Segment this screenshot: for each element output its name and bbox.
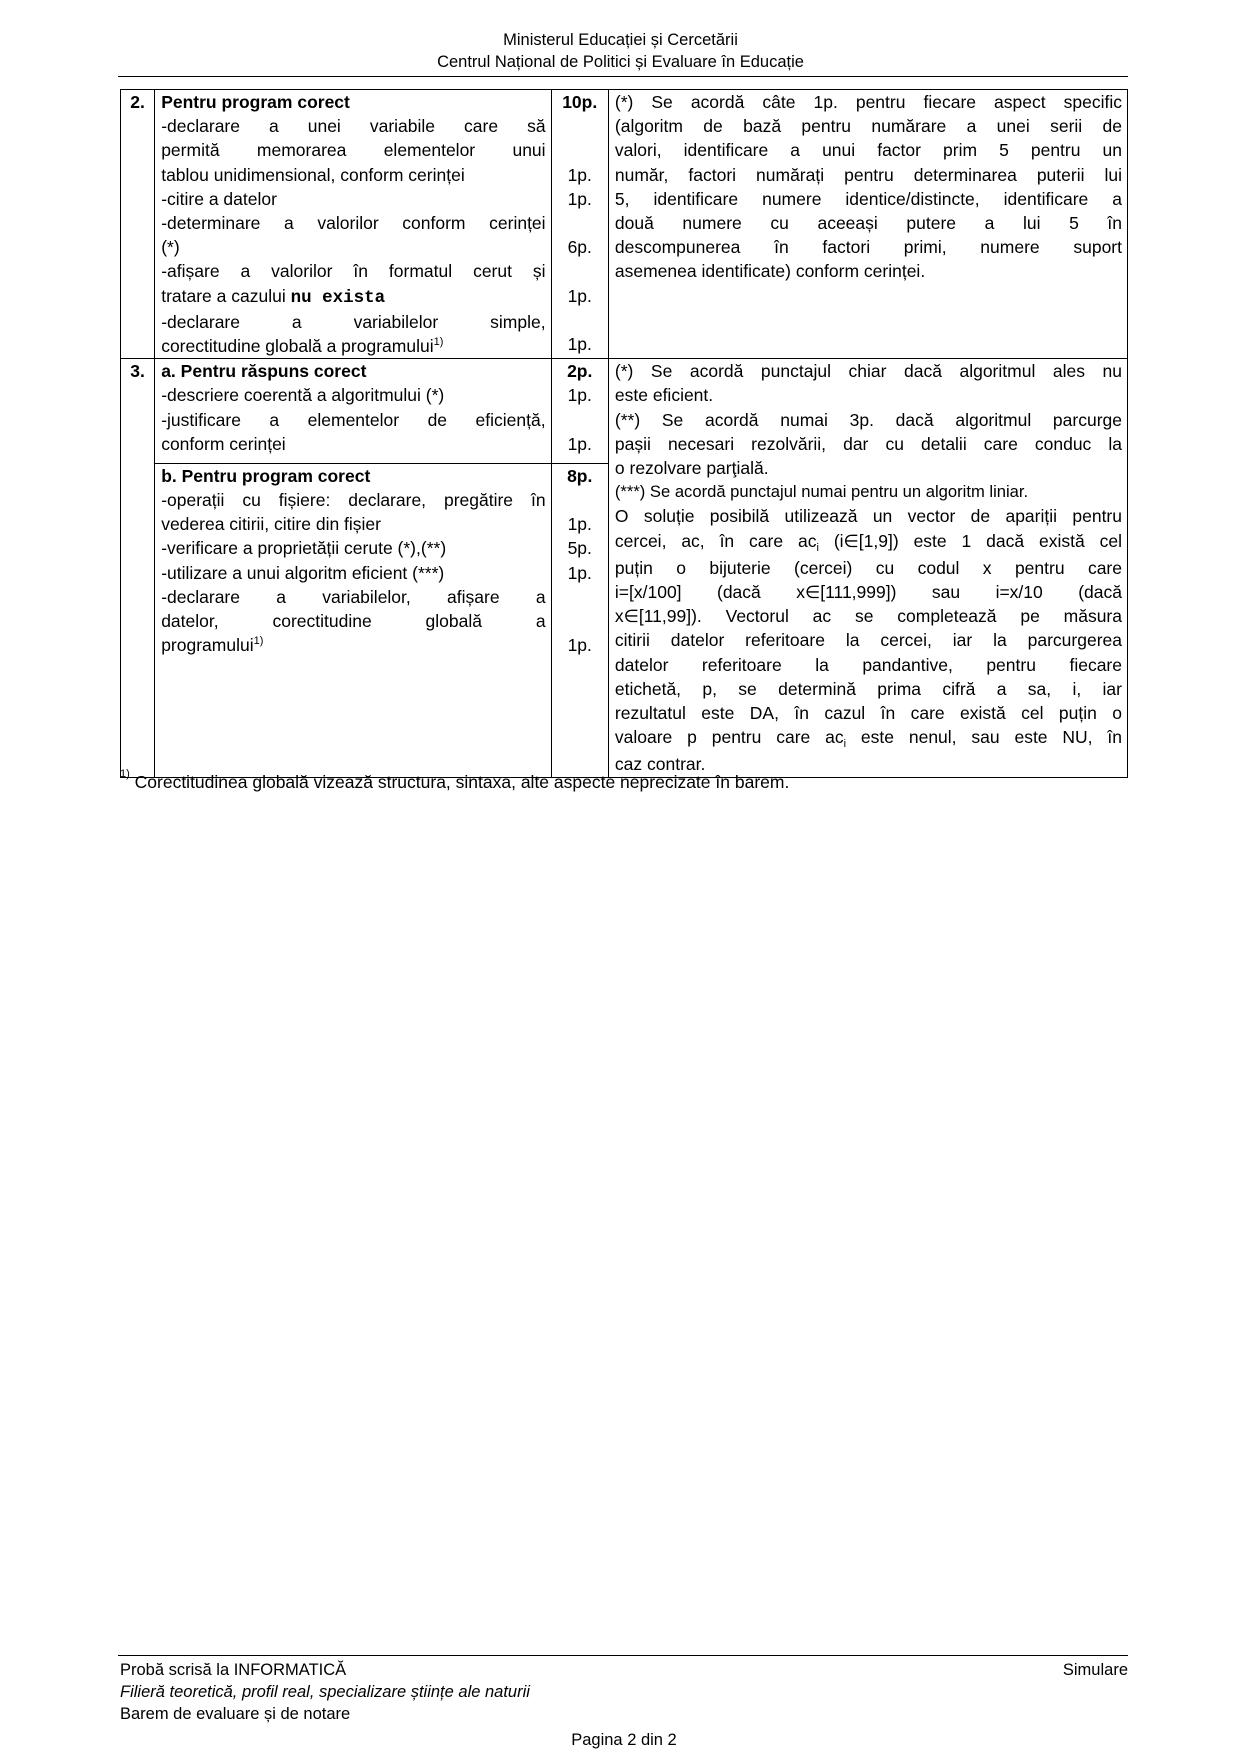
footnote: [120, 768, 790, 793]
criteria-line: -citire a datelor: [161, 188, 277, 209]
criteria-text: programului: [161, 635, 254, 656]
criteria-line: -verificare a proprietății cerute (*),(**): [161, 538, 447, 559]
footer-doc-type: Barem de evaluare și de notare: [120, 1705, 351, 1723]
obs-line: O soluție posibilă utilizează un vector de apariții pentru: [614, 506, 1122, 527]
criteria-text: corectitudine globală a programului: [161, 336, 434, 357]
points-cell: [551, 90, 608, 359]
obs-line: rezultatul este DA, în cazul în care există cel puțin o: [614, 703, 1122, 724]
criteria-line: -descriere coerentă a algoritmului (*): [161, 385, 445, 406]
obs-line: [615, 725, 1122, 752]
criteria-text: tratare a cazului: [161, 285, 291, 306]
obs-line: o rezolvare parţială.: [614, 458, 769, 479]
table-row: [121, 359, 1128, 463]
criteria-line: permită memorarea elementelor unui: [161, 140, 546, 161]
code-text: nu exista: [290, 287, 386, 308]
criteria-line: -declarare a variabilelor simple,: [161, 311, 546, 332]
obs-line: (***) Se acordă punctajul numai pentru un algoritm liniar.: [614, 482, 1029, 502]
obs-line: (algoritm de bază pentru numărare a unei serii de: [614, 116, 1122, 137]
criteria-line: -declarare a unei variabile care să: [161, 116, 546, 137]
barem-table: [120, 89, 1128, 778]
points-value: 1p.: [567, 514, 592, 535]
header-center: Centrul Național de Politici și Evaluare în Educație: [437, 53, 804, 71]
footnote-ref: 1): [253, 635, 264, 648]
footnote-ref: 1): [433, 336, 444, 349]
obs-line: i=[x/100] (dacă x∈[111,999]) sau i=x/10 (dacă: [614, 582, 1122, 603]
obs-line: (*) Se acordă câte 1p. pentru fiecare aspect specific: [614, 92, 1122, 112]
criteria-cell: [155, 359, 551, 463]
points-cell: [551, 359, 608, 463]
obs-line: descompunerea în factori primi, numere suport: [614, 237, 1122, 258]
obs-line: x∈[11,99]). Vectorul ac se completează pe măsura: [614, 606, 1122, 627]
obs-line: este eficient.: [614, 385, 714, 406]
table-row: [121, 90, 1128, 359]
points-value: 1p.: [567, 285, 592, 306]
criteria-line: -justificare a elementelor de eficiență,: [161, 409, 546, 430]
obs-line: datelor referitoare la pandantive, pentru fiecare: [614, 654, 1122, 675]
obs-line: etichetă, p, se determină prima cifră a sa, i, iar: [614, 678, 1122, 699]
criteria-cell: [155, 463, 551, 777]
obs-line: citirii datelor referitoare la cercei, iar la parcurgerea: [614, 630, 1122, 651]
footer-track: Filieră teoretică, profil real, specializare științe ale naturii: [120, 1683, 530, 1701]
footer-rule: [118, 1655, 1128, 1656]
criteria-line: -operații cu fișiere: declarare, pregătire în: [161, 489, 546, 510]
criteria-line: [161, 633, 545, 657]
criteria-line: -afișare a valorilor în formatul cerut și: [161, 261, 546, 282]
points-total: 10p.: [562, 92, 598, 112]
points-value: 6p.: [567, 237, 592, 258]
criteria-title: Pentru program corect: [161, 92, 350, 112]
points-value: 1p.: [567, 635, 592, 656]
header-rule: [118, 76, 1128, 77]
points-value: 1p.: [567, 385, 592, 406]
obs-line: valori, identificare a unui factor prim 5 pentru un: [614, 140, 1122, 161]
criteria-line: -declarare a variabilelor, afișare a: [161, 586, 546, 607]
obs-line: caz contrar.: [614, 754, 706, 775]
obs-line: asemenea identificate) conform cerinței.: [614, 261, 926, 282]
criteria-line: [161, 334, 545, 358]
points-value: 1p.: [567, 188, 592, 209]
criteria-cell: [155, 90, 551, 359]
points-value: 1p.: [567, 562, 592, 583]
page-number: Pagina 2 din 2: [571, 1731, 677, 1749]
obs-line: două numere cu aceeași putere a lui 5 în: [614, 213, 1122, 234]
subscript: i: [816, 541, 819, 554]
criteria-title: a. Pentru răspuns corect: [161, 361, 367, 382]
obs-line: pașii necesari rezolvării, dar cu detalii care conduc la: [614, 433, 1122, 454]
obs-text: cercei, ac, în care ac: [614, 530, 817, 551]
criteria-line: (*): [161, 237, 180, 258]
obs-text: este nenul, sau este NU, în: [846, 727, 1122, 748]
obs-line: număr, factori numărați pentru determinarea puterii lui: [614, 164, 1122, 185]
obs-line: 5, identificare numere identice/distincte, identificare a: [614, 188, 1122, 209]
observations-cell: [608, 359, 1127, 777]
obs-line: puțin o bijuterie (cercei) cu codul x pentru care: [614, 557, 1122, 578]
points-cell: [551, 463, 608, 777]
footer-session: Simulare: [1062, 1661, 1128, 1679]
observations-cell: [608, 90, 1127, 359]
obs-text: (i∈[1,9]) este 1 dacă există cel: [818, 530, 1122, 551]
criteria-line: conform cerinței: [161, 433, 286, 454]
points-total: 8p.: [567, 465, 593, 486]
points-value: 1p.: [567, 433, 592, 454]
obs-text: valoare p pentru care ac: [614, 727, 844, 748]
criteria-line: -utilizare a unui algoritm eficient (***): [161, 562, 445, 583]
criteria-title: b. Pentru program corect: [161, 465, 371, 486]
criteria-line: -determinare a valorilor conform cerinței: [161, 213, 546, 234]
criteria-line: tablou unidimensional, conform cerinței: [161, 164, 465, 185]
criteria-line: datelor, corectitudine globală a: [161, 610, 546, 631]
points-value: 1p.: [567, 164, 592, 185]
footer-subject: [120, 1661, 1128, 1680]
footnote-marker: 1): [120, 768, 130, 780]
points-value: 5p.: [567, 538, 592, 559]
subscript: i: [843, 738, 847, 751]
item-number: 2.: [121, 90, 155, 359]
item-number: 3.: [121, 359, 155, 777]
criteria-line: vederea citirii, citire din fișier: [161, 514, 381, 535]
header-ministry: Ministerul Educației și Cercetării: [503, 31, 738, 49]
obs-line: (**) Se acordă numai 3p. dacă algoritmul parcurge: [614, 409, 1122, 430]
obs-line: (*) Se acordă punctajul chiar dacă algoritmul ales nu: [614, 361, 1122, 382]
points-total: 2p.: [567, 361, 593, 382]
criteria-line: [161, 284, 545, 310]
obs-line: [615, 529, 1122, 556]
footer-subject-text: Probă scrisă la INFORMATICĂ: [120, 1661, 347, 1679]
points-value: 1p.: [567, 334, 592, 355]
footnote-text: Corectitudinea globală vizează structura, sintaxa, alte aspecte neprecizate în barem.: [129, 772, 790, 792]
